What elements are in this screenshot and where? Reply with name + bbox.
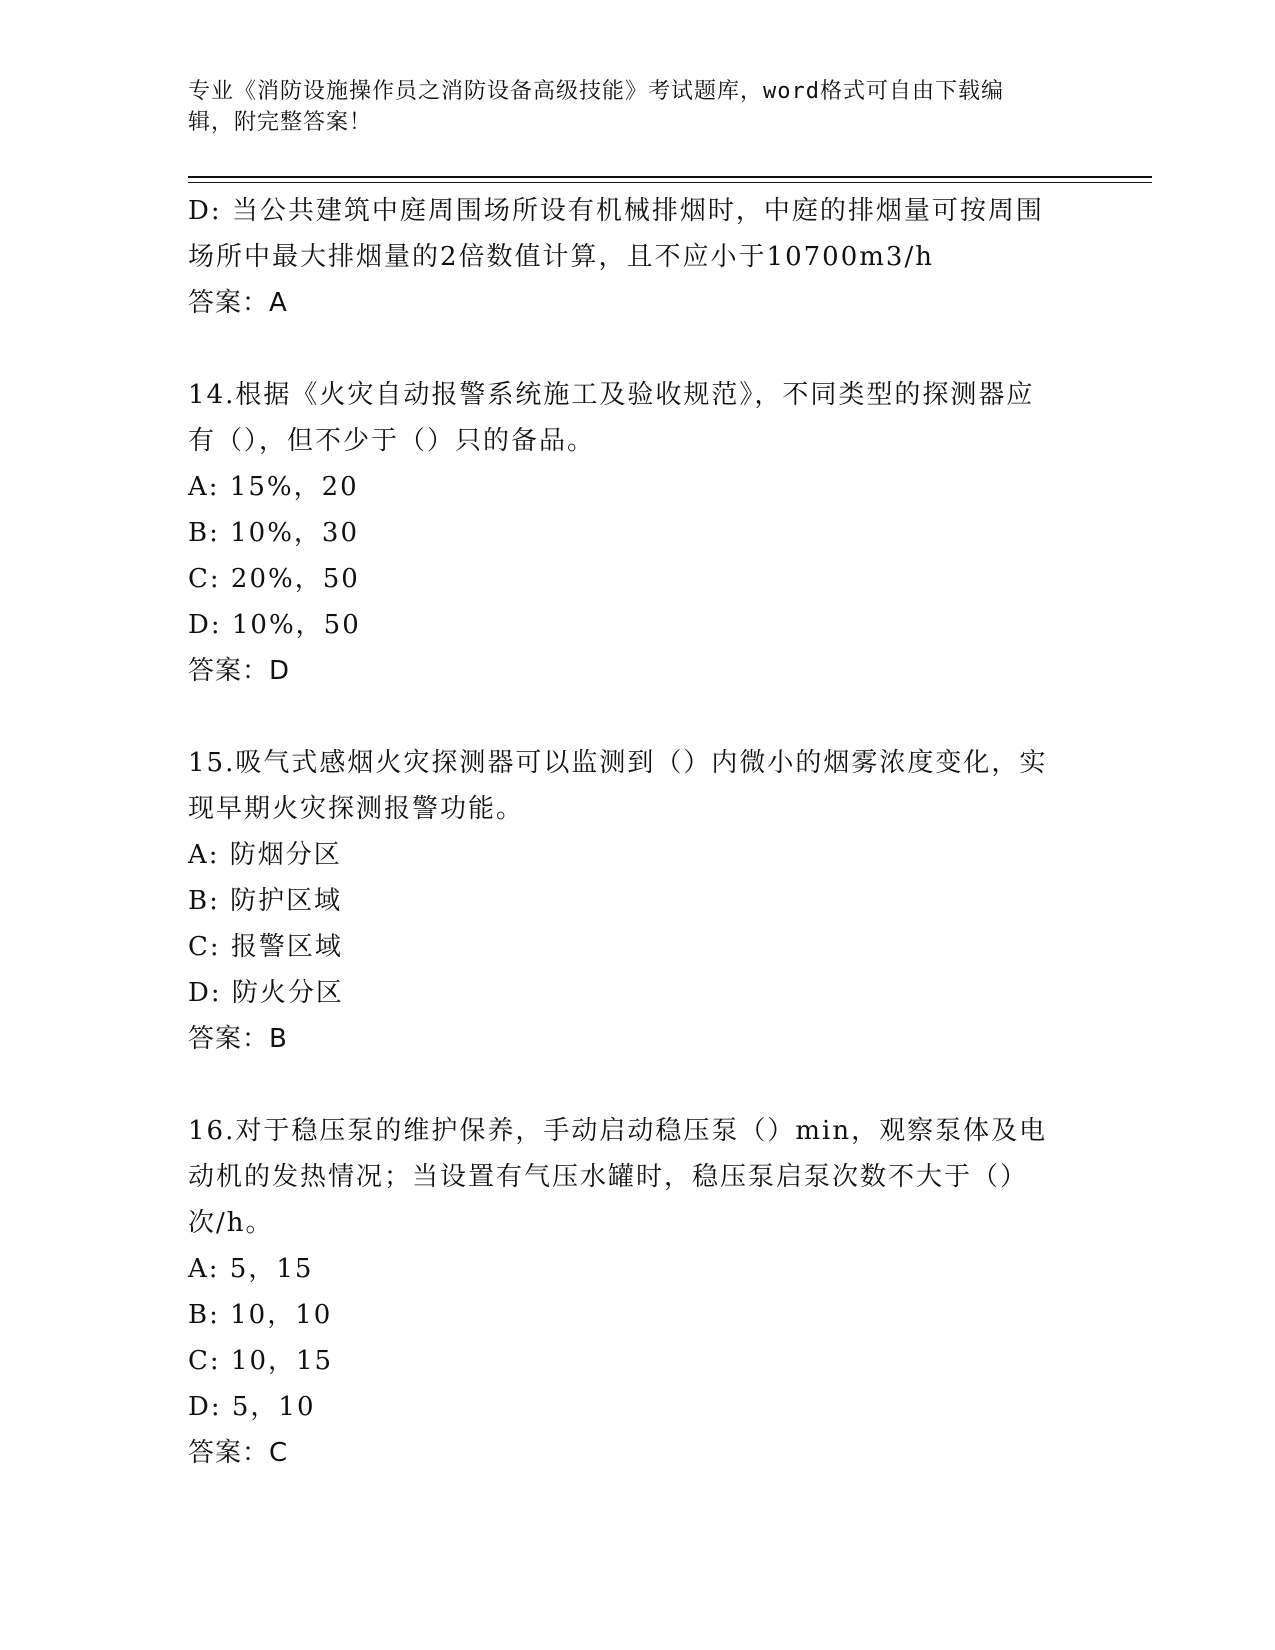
question-stem-line: 14.根据《火灾自动报警系统施工及验收规范》，不同类型的探测器应 [188, 380, 1035, 410]
answer-line: 答案：D [188, 656, 291, 686]
answer-line: 答案：A [188, 288, 288, 318]
spacer [188, 326, 1088, 372]
header-line-2: 辑，附完整答案！ [188, 110, 373, 135]
answer-line: 答案：C [188, 1438, 289, 1468]
question-stem-line: 15.吸气式感烟火灾探测器可以监测到（）内微小的烟雾浓度变化，实 [188, 748, 1048, 778]
option-b: B: 防护区域 [188, 886, 343, 916]
question-stem-line: 次/h。 [188, 1208, 274, 1238]
question-stem-line: 现早期火灾探测报警功能。 [188, 794, 525, 824]
option-a: A: 15%，20 [188, 472, 359, 502]
header-divider-thin [188, 182, 1152, 183]
option-a: A: 5，15 [188, 1254, 314, 1284]
document-header [188, 76, 1068, 138]
option-c: C: 10，15 [188, 1346, 334, 1376]
spacer [188, 1062, 1088, 1108]
option-d-line-1: D: 当公共建筑中庭周围场所设有机械排烟时，中庭的排烟量可按周围 [188, 196, 1044, 226]
option-a: A: 防烟分区 [188, 840, 342, 870]
question-15 [188, 740, 1088, 1062]
question-stem-line: 16.对于稳压泵的维护保养，手动启动稳压泵（）min，观察泵体及电 [188, 1116, 1048, 1146]
question-stem-line: 有（），但不少于（）只的备品。 [188, 426, 596, 456]
question-14 [188, 372, 1088, 694]
option-d-line-2: 场所中最大排烟量的2倍数值计算，且不应小于10700m3/h [188, 242, 934, 272]
question-stem-line: 动机的发热情况；当设置有气压水罐时，稳压泵启泵次数不大于（） [188, 1162, 1029, 1192]
option-c: C: 20%，50 [188, 564, 360, 594]
option-d: D: 5，10 [188, 1392, 316, 1422]
option-c: C: 报警区域 [188, 932, 343, 962]
option-b: B: 10，10 [188, 1300, 333, 1330]
header-divider-thick [188, 176, 1152, 178]
header-line-1: 专业《消防设施操作员之消防设备高级技能》考试题库，word格式可自由下载编 [188, 79, 1004, 104]
answer-line: 答案：B [188, 1024, 288, 1054]
option-b: B: 10%，30 [188, 518, 360, 548]
spacer [188, 694, 1088, 740]
question-13-tail [188, 188, 1088, 326]
question-content [188, 188, 1088, 1476]
option-d: D: 10%，50 [188, 610, 361, 640]
question-16 [188, 1108, 1088, 1476]
option-d: D: 防火分区 [188, 978, 344, 1008]
